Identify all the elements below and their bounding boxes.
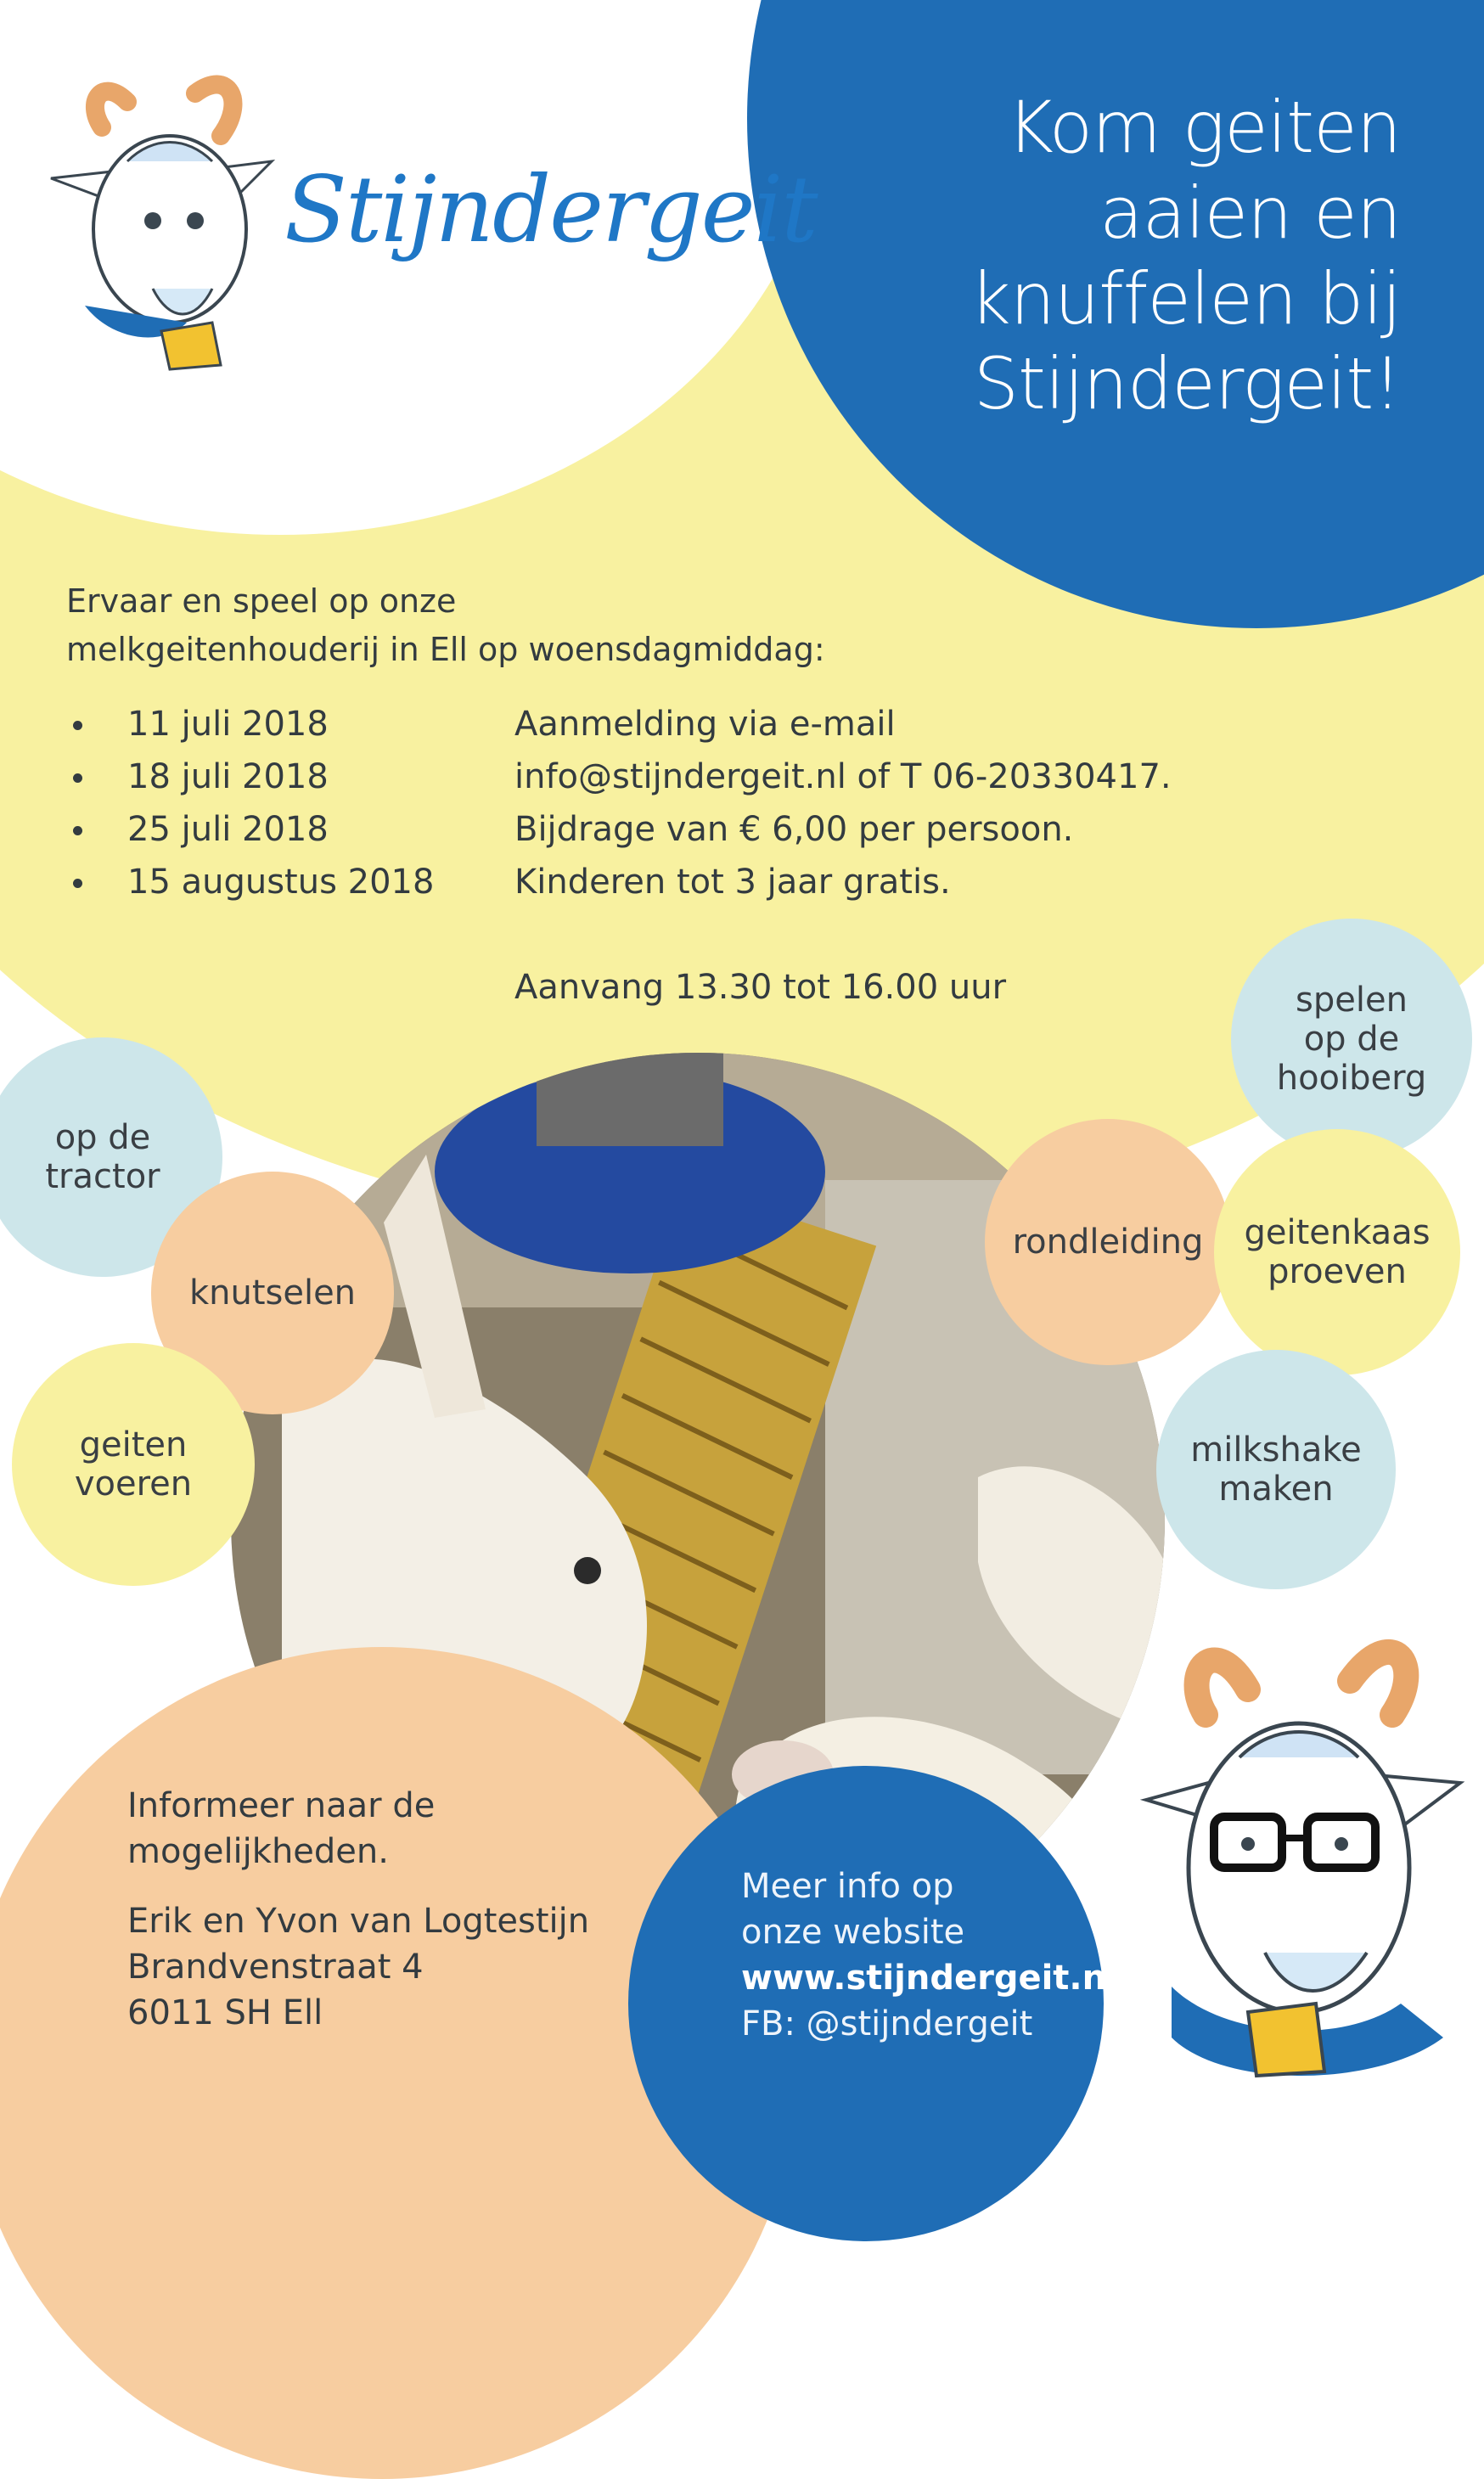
bubble-label: milkshake maken bbox=[1190, 1431, 1362, 1509]
bubble-milkshake bbox=[1156, 1350, 1396, 1589]
registration-line: Aanmelding via e-mail bbox=[514, 705, 896, 744]
contact-line: mogelijkheden. bbox=[127, 1832, 389, 1871]
goat-glasses-mascot-icon bbox=[1121, 1613, 1477, 2088]
date-item: 11 juli 2018 bbox=[66, 698, 434, 750]
bubble-label: op de tractor bbox=[45, 1118, 160, 1196]
date-item: 18 juli 2018 bbox=[66, 750, 434, 803]
facebook-handle[interactable]: FB: @stijndergeit bbox=[741, 2004, 1033, 2043]
registration-info bbox=[514, 698, 1172, 1014]
contact-city: 6011 SH Ell bbox=[127, 1993, 323, 2032]
price-line: Bijdrage van € 6,00 per persoon. bbox=[514, 810, 1074, 849]
contact-street: Brandvenstraat 4 bbox=[127, 1948, 424, 1987]
website-line: onze website bbox=[741, 1913, 965, 1952]
dates-list bbox=[66, 698, 434, 908]
bubble-kaas bbox=[1214, 1129, 1460, 1375]
bubble-label: geitenkaas proeven bbox=[1244, 1213, 1431, 1291]
date-item: 25 juli 2018 bbox=[66, 803, 434, 856]
website-block bbox=[741, 1863, 1118, 2047]
registration-email-phone: info@stijndergeit.nl of T 06-20330417. bbox=[514, 757, 1172, 796]
contact-block bbox=[127, 1783, 589, 2036]
headline: Kom geiten aaien en knuffelen bij Stijndergeit! bbox=[970, 86, 1401, 426]
brand-logo-text: Stijndergeit bbox=[284, 157, 817, 263]
bubble-label: rondleiding bbox=[1012, 1223, 1204, 1262]
children-line: Kinderen tot 3 jaar gratis. bbox=[514, 863, 951, 902]
bubble-label: knutselen bbox=[188, 1273, 357, 1313]
contact-line: Informeer naar de bbox=[127, 1786, 436, 1825]
time-line: Aanvang 13.30 tot 16.00 uur bbox=[514, 968, 1007, 1007]
contact-name: Erik en Yvon van Logtestijn bbox=[127, 1902, 590, 1941]
bubble-rondleiding bbox=[985, 1119, 1231, 1365]
bubble-voeren bbox=[12, 1343, 255, 1586]
website-link[interactable]: www.stijndergeit.nl bbox=[741, 1959, 1118, 1998]
goat-mascot-icon bbox=[34, 68, 289, 374]
date-item: 15 augustus 2018 bbox=[66, 856, 434, 908]
bubble-hooiberg bbox=[1231, 919, 1472, 1160]
website-line: Meer info op bbox=[741, 1867, 954, 1906]
bubble-label: spelen op de hooiberg bbox=[1276, 981, 1427, 1098]
bubble-label: geiten voeren bbox=[74, 1425, 193, 1504]
intro-text: Ervaar en speel op onze melkgeitenhouderij in Ell op woensdagmiddag: bbox=[66, 582, 825, 668]
